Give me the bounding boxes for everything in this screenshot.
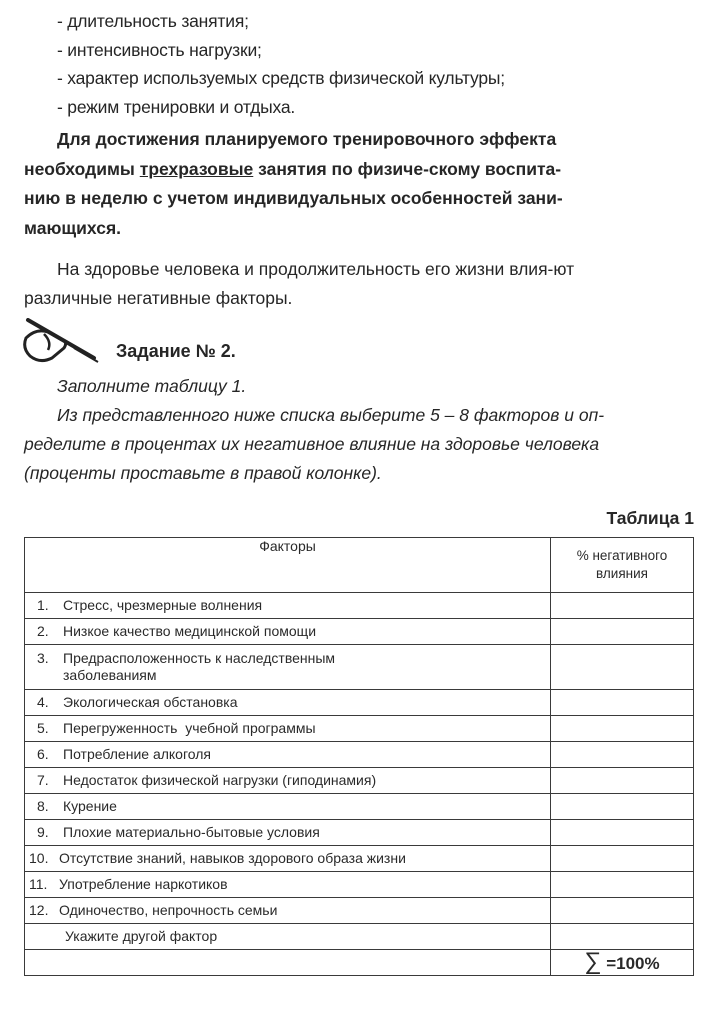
percent-input-cell[interactable] [551, 820, 694, 846]
row-number: 3. [37, 650, 49, 666]
percent-input-cell[interactable] [551, 619, 694, 645]
sigma-symbol: ∑ [584, 948, 602, 975]
row-number: 12. [29, 902, 49, 918]
writing-hand-icon [22, 318, 102, 364]
bold-paragraph [24, 125, 696, 243]
table-row [25, 872, 694, 898]
factor-cell [25, 872, 551, 898]
percent-input-cell[interactable] [551, 593, 694, 619]
header-percent-line: влияния [596, 566, 648, 581]
factor-text [63, 650, 335, 684]
percent-input-cell[interactable] [551, 742, 694, 768]
header-factors: Факторы [25, 538, 551, 593]
row-number: 6. [37, 746, 49, 762]
factor-text: Плохие материально-бытовые условия [63, 824, 320, 840]
paragraph-line: Для достижения планируемого тренировочного эффекта [57, 129, 557, 149]
factor-cell [25, 593, 551, 619]
row-number: 8. [37, 798, 49, 814]
factor-cell [25, 768, 551, 794]
text-span: занятия по физиче-скому воспита- [253, 158, 562, 179]
percent-input-cell[interactable] [551, 768, 694, 794]
row-number: 9. [37, 824, 49, 840]
percent-input-cell[interactable] [551, 690, 694, 716]
row-number: 5. [37, 720, 49, 736]
table-header-row [25, 538, 694, 593]
factor-text-line: Предрасположенность к наследственным [63, 650, 336, 666]
factors-table [24, 537, 694, 976]
underlined-word: трехразовые [139, 158, 254, 179]
percent-input-cell[interactable] [551, 924, 694, 950]
row-number: 11. [29, 876, 48, 892]
paragraph-line [24, 155, 696, 185]
table-row [25, 846, 694, 872]
paragraph-line: Заполните таблицу 1. [57, 376, 247, 396]
factor-text: Недостаток физической нагрузки (гиподинамия) [63, 772, 377, 788]
sum-cell [551, 950, 694, 976]
factor-cell [25, 794, 551, 820]
factor-cell [25, 645, 551, 690]
table-row [25, 716, 694, 742]
table-row [25, 645, 694, 690]
percent-input-cell[interactable] [551, 872, 694, 898]
table-row [25, 794, 694, 820]
factor-cell [25, 716, 551, 742]
factor-cell [25, 820, 551, 846]
table-row [25, 742, 694, 768]
paragraph-line: Из представленного ниже списка выберите 5 – 8 факторов и оп- [57, 405, 605, 425]
table-row [25, 690, 694, 716]
row-number: 7. [37, 772, 49, 788]
row-number: 4. [37, 694, 49, 710]
list-item: - характер используемых средств физической культуры; [57, 68, 505, 88]
row-number: 10. [29, 850, 49, 866]
factor-text: Отсутствие знаний, навыков здорового образа жизни [59, 850, 406, 866]
percent-input-cell[interactable] [551, 716, 694, 742]
table-row [25, 820, 694, 846]
factor-text: Курение [63, 798, 117, 814]
factor-text: Экологическая обстановка [63, 694, 238, 710]
percent-input-cell[interactable] [551, 794, 694, 820]
list-item: - режим тренировки и отдыха. [57, 96, 296, 117]
factor-text: Перегруженность учебной программы [63, 720, 316, 736]
table-row [25, 898, 694, 924]
bullet-list [57, 7, 505, 121]
paragraph-line: мающихся. [24, 217, 122, 238]
sum-row [25, 950, 694, 976]
table-row [25, 593, 694, 619]
percent-input-cell[interactable] [551, 898, 694, 924]
table-row [25, 924, 694, 950]
empty-cell [25, 950, 551, 976]
list-item: - интенсивность нагрузки; [57, 39, 262, 60]
header-percent [551, 538, 694, 593]
percent-input-cell[interactable] [551, 846, 694, 872]
factor-cell [25, 742, 551, 768]
factor-text-line: заболеваниям [63, 667, 157, 683]
factor-text: Употребление наркотиков [59, 876, 228, 892]
intro-paragraph [24, 255, 696, 313]
factor-text: Одиночество, непрочность семьи [59, 902, 278, 918]
row-number: 1. [37, 597, 49, 613]
task-instructions [24, 372, 696, 488]
table-row [25, 619, 694, 645]
factor-cell [25, 846, 551, 872]
percent-input-cell[interactable] [551, 645, 694, 690]
header-percent-line: % негативного [576, 548, 668, 563]
paragraph-line: (проценты проставьте в правой колонке). [24, 463, 382, 483]
other-factor-cell[interactable]: Укажите другой фактор [25, 924, 551, 950]
table-caption: Таблица 1 [606, 508, 694, 528]
list-item: - длительность занятия; [57, 11, 249, 31]
paragraph-line: нию в неделю с учетом индивидуальных особенностей зани- [24, 188, 563, 208]
sum-text: =100% [601, 954, 660, 973]
row-number: 2. [37, 623, 49, 639]
paragraph-line: различные негативные факторы. [24, 288, 293, 308]
task-title: Задание № 2. [116, 341, 236, 361]
paragraph-line: На здоровье человека и продолжительность его жизни влия-ют [57, 259, 575, 279]
table-row [25, 768, 694, 794]
factor-cell [25, 898, 551, 924]
factor-text: Низкое качество медицинской помощи [63, 623, 317, 639]
factor-text: Стресс, чрезмерные волнения [63, 597, 263, 613]
text-span: необходимы [24, 158, 140, 179]
paragraph-line: ределите в процентах их негативное влияние на здоровье человека [24, 434, 600, 454]
factor-cell [25, 619, 551, 645]
factor-text: Потребление алкоголя [63, 746, 211, 762]
factor-cell [25, 690, 551, 716]
